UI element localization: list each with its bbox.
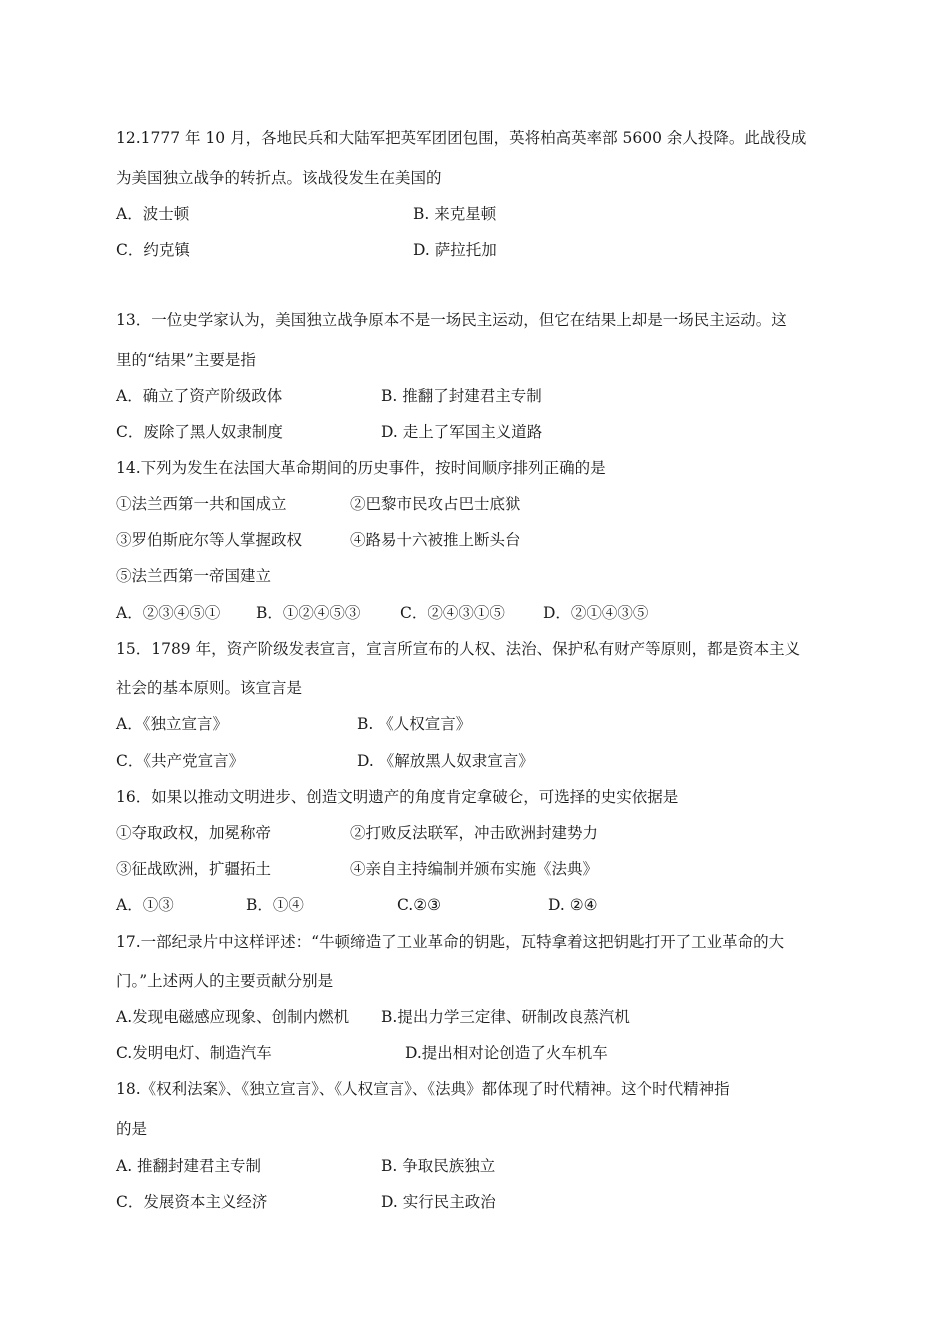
q18-option-b: B. 争取民族独立 [381,1157,496,1175]
q17-stem-line2: 门。”上述两人的主要贡献分别是 [116,972,334,990]
q14-stem: 14.下列为发生在法国大革命期间的历史事件，按时间顺序排列正确的是 [116,459,606,477]
q14-option-a: A．②③④⑤① [116,604,221,622]
q15-option-d: D. 《解放黑人奴隶宣言》 [357,752,534,770]
q16-option-a: A．①③ [116,896,174,914]
q16-fact-1: ①夺取政权，加冕称帝 [116,824,272,842]
q15-option-c: C．《共产党宣言》 [116,752,245,770]
q16-stem: 16．如果以推动文明进步、创造文明遗产的角度肯定拿破仑，可选择的史实依据是 [116,788,679,806]
q17-option-a: A.发现电磁感应现象、创制内燃机 [116,1008,350,1026]
q13-option-d: D. 走上了军国主义道路 [381,423,543,441]
q15-stem-line2: 社会的基本原则。该宣言是 [116,679,303,697]
q17-stem-line1: 17.一部纪录片中这样评述：“牛顿缔造了工业革命的钥匙，瓦特拿着这把钥匙打开了工业革命的大 [116,933,785,951]
q14-option-c: C．②④③①⑤ [400,604,505,622]
q16-fact-4: ④亲自主持编制并颁布实施《法典》 [350,860,599,878]
q12-stem-line1: 12.1777 年 10 月，各地民兵和大陆军把英军团团包围，英将柏高英率部 5600 余人投降。此战役成 [116,129,807,147]
q18-stem-line2: 的是 [116,1120,148,1138]
q13-option-c: C．废除了黑人奴隶制度 [116,423,283,441]
q16-fact-3: ③征战欧洲，扩疆拓土 [116,860,272,878]
q17-option-b: B.提出力学三定律、研制改良蒸汽机 [381,1008,630,1026]
q14-event-4: ④路易十六被推上断头台 [350,531,521,549]
q16-option-d: D. ②④ [548,896,598,914]
q13-option-b: B. 推翻了封建君主专制 [381,387,542,405]
q16-option-c: C.②③ [397,896,442,914]
q18-option-c: C．发展资本主义经济 [116,1193,268,1211]
q13-option-a: A．确立了资产阶级政体 [116,387,283,405]
q12-option-b: B. 来克星顿 [413,205,497,223]
q13-stem-line1: 13．一位史学家认为，美国独立战争原本不是一场民主运动，但它在结果上却是一场民主运动。这 [116,311,787,329]
q14-event-1: ①法兰西第一共和国成立 [116,495,287,513]
q12-option-d: D. 萨拉托加 [413,241,497,259]
q15-stem-line1: 15．1789 年，资产阶级发表宣言，宣言所宣布的人权、法治、保护私有财产等原则，都是资本主义 [116,640,801,658]
q16-fact-2: ②打败反法联军，冲击欧洲封建势力 [350,824,599,842]
q14-event-2: ②巴黎市民攻占巴士底狱 [350,495,521,513]
q16-option-b: B．①④ [246,896,304,914]
q17-option-d: D.提出相对论创造了火车机车 [405,1044,608,1062]
q14-event-3: ③罗伯斯庇尔等人掌握政权 [116,531,303,549]
q15-option-a: A．《独立宣言》 [116,715,228,733]
q18-option-d: D. 实行民主政治 [381,1193,496,1211]
q12-option-c: C．约克镇 [116,241,190,259]
q17-option-c: C.发明电灯、制造汽车 [116,1044,272,1062]
q13-stem-line2: 里的“结果”主要是指 [116,351,256,369]
q14-event-5: ⑤法兰西第一帝国建立 [116,567,272,585]
q15-option-b: B. 《人权宣言》 [357,715,472,733]
q18-option-a: A. 推翻封建君主专制 [116,1157,262,1175]
q12-stem-line2: 为美国独立战争的转折点。该战役发生在美国的 [116,169,442,187]
q14-option-b: B．①②④⑤③ [256,604,361,622]
q14-option-d: D．②①④③⑤ [543,604,649,622]
q12-option-a: A．波士顿 [116,205,190,223]
q18-stem-line1: 18.《权利法案》、《独立宣言》、《人权宣言》、《法典》都体现了时代精神。这个时代精神指 [116,1080,730,1098]
